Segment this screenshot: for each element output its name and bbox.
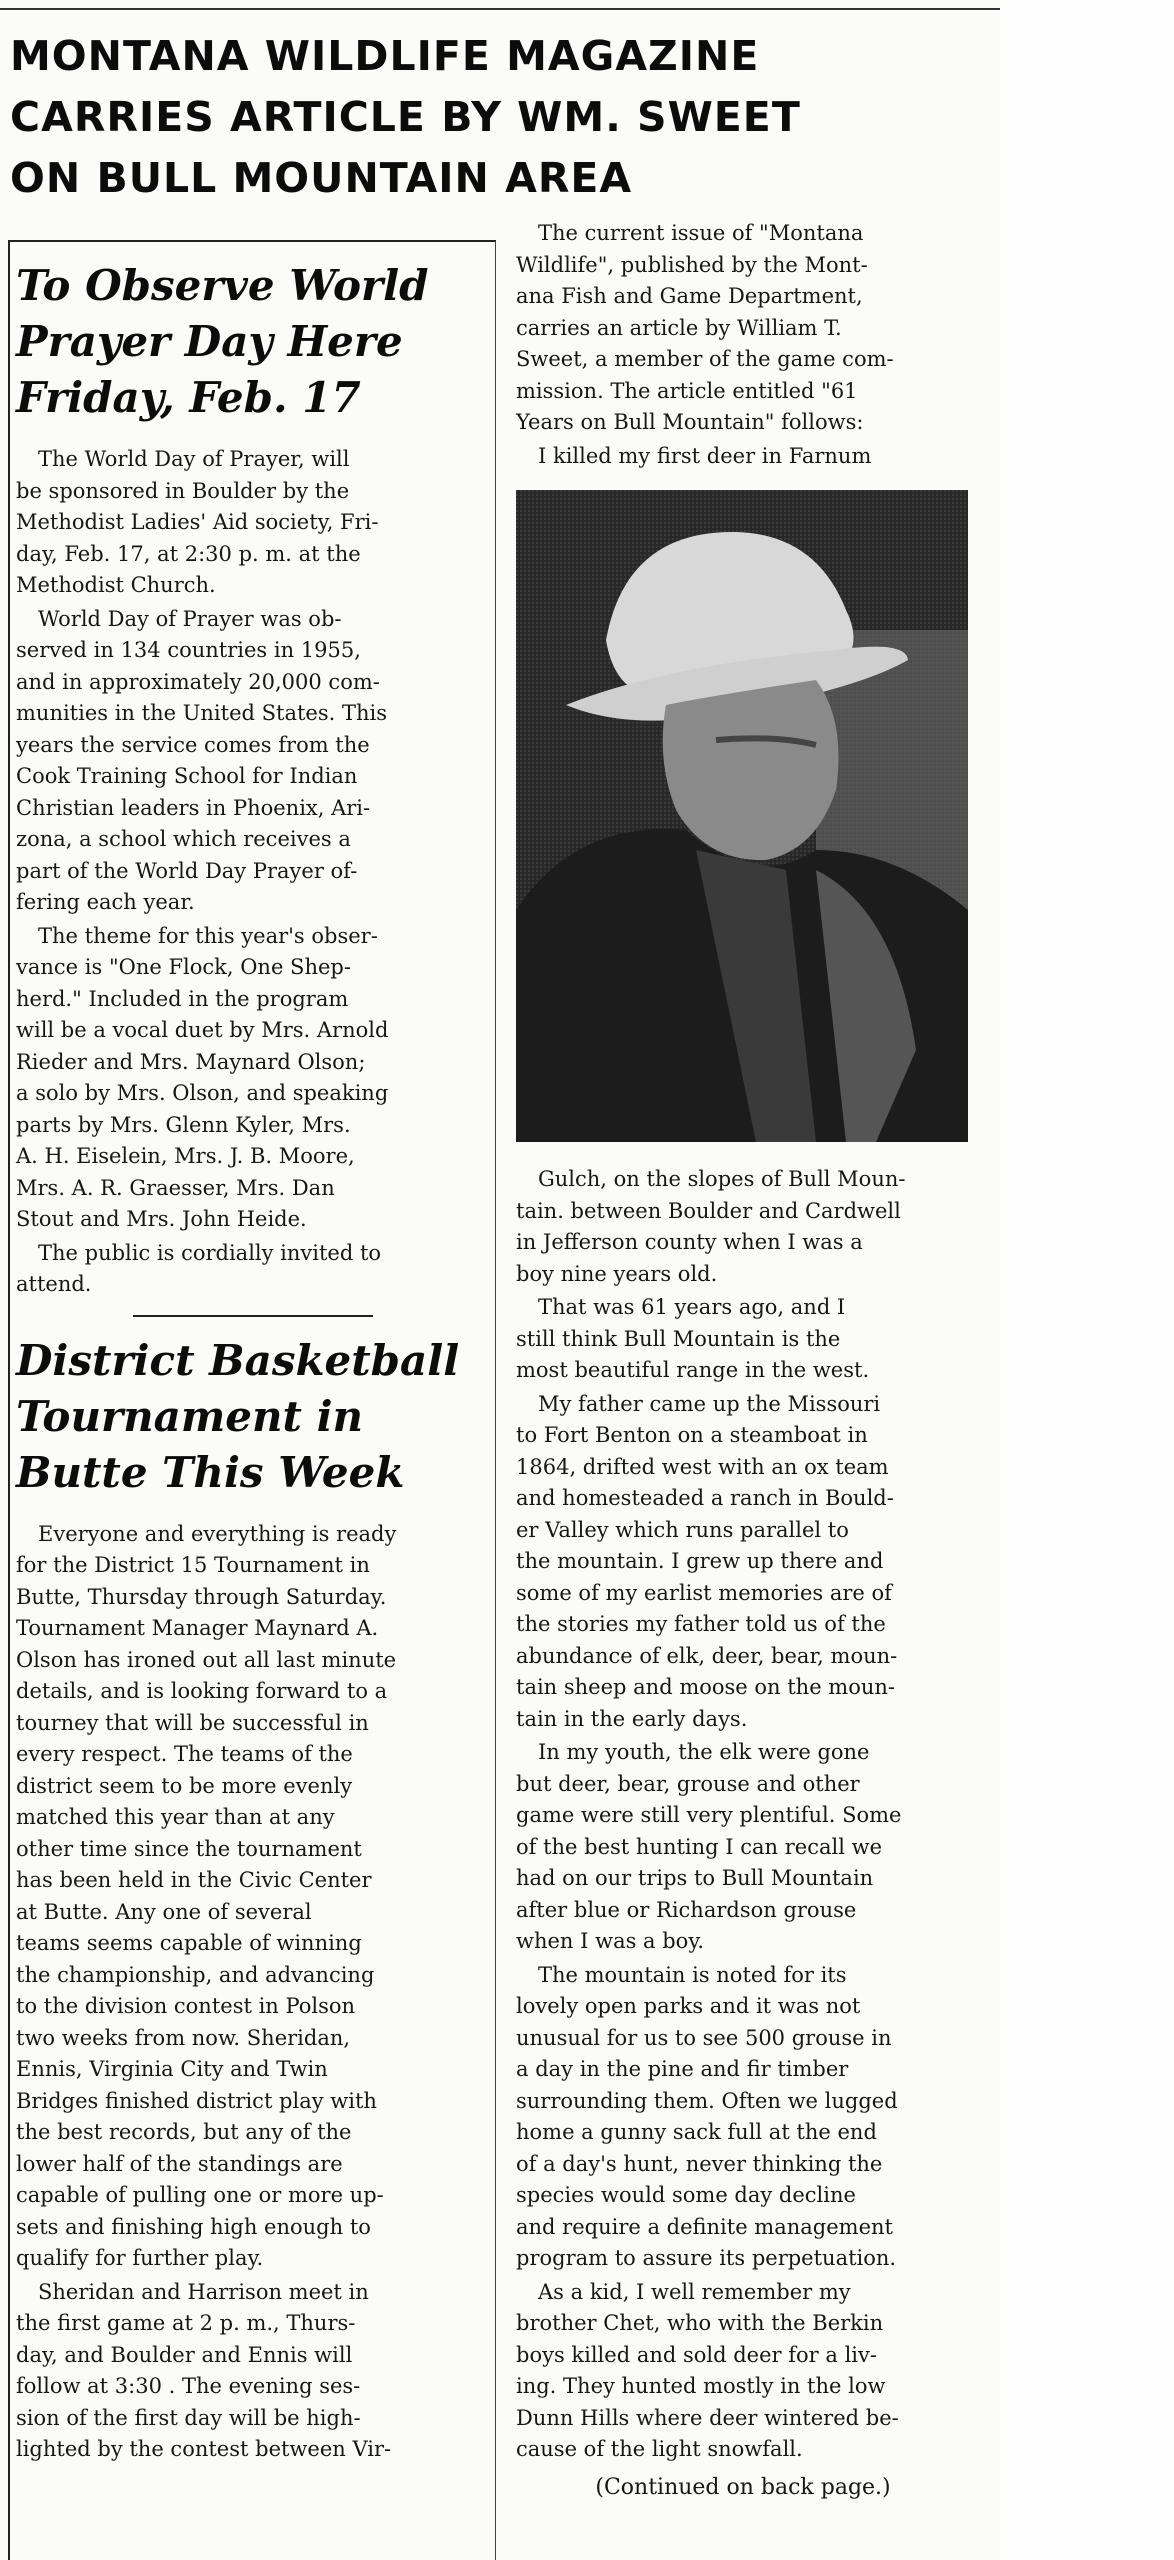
paragraph — [516, 218, 970, 439]
text-line: day, Feb. 17, at 2:30 p. m. at the — [16, 541, 361, 566]
text-line: when I was a boy. — [516, 1929, 705, 1953]
text-line: matched this year than at any — [16, 1805, 335, 1829]
title-line: To Observe World — [16, 261, 429, 310]
prayer-day-body — [16, 444, 489, 1301]
top-rule — [0, 8, 1174, 10]
text-line: tourney that will be successful in — [16, 1710, 369, 1735]
text-line: but deer, bear, grouse and other — [516, 1771, 860, 1796]
text-line: Methodist Church. — [16, 573, 216, 597]
text-line: the mountain. I grew up there and — [516, 1549, 884, 1573]
prayer-day-title — [16, 258, 489, 426]
text-line: had on our trips to Bull Mountain — [516, 1866, 874, 1890]
text-line: years the service comes from the — [16, 732, 370, 757]
text-line: two weeks from now. Sheridan, — [16, 2025, 351, 2050]
text-line: be sponsored in Boulder by the — [16, 478, 350, 503]
sweet-article-intro — [516, 218, 970, 472]
basketball-title — [16, 1333, 489, 1501]
text-line: A. H. Eiselein, Mrs. J. B. Moore, — [16, 1144, 355, 1168]
text-line: tain in the early days. — [516, 1706, 748, 1731]
text-line: Sheridan and Harrison meet in — [38, 2279, 369, 2304]
sweet-article-body — [516, 1164, 970, 2466]
text-line: Cook Training School for Indian — [16, 764, 358, 788]
title-line: Prayer Day Here — [16, 317, 403, 366]
text-line: Wildlife", published by the Mont- — [516, 252, 868, 277]
text-line: As a kid, I well remember my — [538, 2279, 851, 2304]
text-line: to the division contest in Polson — [16, 1994, 356, 2018]
text-line: ana Fish and Game Department, — [516, 284, 863, 308]
paragraph — [516, 2277, 970, 2466]
text-line: Butte, Thursday through Saturday. — [16, 1584, 387, 1609]
text-line: The public is cordially invited to — [38, 1240, 382, 1265]
text-line: the first game at 2 p. m., Thurs- — [16, 2311, 356, 2335]
text-line: fering each year. — [16, 890, 195, 914]
text-line: Ennis, Virginia City and Twin — [16, 2057, 328, 2081]
text-line: program to assure its perpetuation. — [516, 2246, 897, 2270]
text-line: That was 61 years ago, and I — [538, 1295, 846, 1319]
text-line: cause of the light snowfall. — [516, 2437, 803, 2461]
text-line: I killed my first deer in Farnum — [538, 443, 872, 468]
newspaper-page — [0, 18, 1174, 2560]
text-line: teams seems capable of winning — [16, 1931, 362, 1955]
paragraph — [16, 1238, 489, 1301]
text-line: Tournament Manager Maynard A. — [16, 1616, 379, 1640]
text-line: surrounding them. Often we lugged — [516, 2088, 898, 2113]
headline-line: ON BULL MOUNTAIN AREA — [10, 154, 633, 202]
text-line: the best records, but any of the — [16, 2120, 352, 2144]
basketball-body — [16, 1519, 489, 2466]
text-line: for the District 15 Tournament in — [16, 1553, 370, 1577]
title-line: Tournament in — [16, 1391, 364, 1441]
text-line: a day in the pine and fir timber — [516, 2057, 849, 2081]
paragraph — [16, 921, 489, 1236]
text-line: boys killed and sold deer for a liv- — [516, 2342, 877, 2367]
text-line: game were still very plentiful. Some — [516, 1803, 902, 1827]
paragraph — [16, 2277, 489, 2466]
text-line: The mountain is noted for its — [538, 1962, 847, 1987]
text-line: mission. The article entitled "61 — [516, 378, 858, 403]
text-line: parts by Mrs. Glenn Kyler, Mrs. — [16, 1112, 351, 1137]
text-line: Bridges finished district play with — [16, 2088, 377, 2113]
paragraph — [516, 1389, 970, 1736]
headline-line: CARRIES ARTICLE BY WM. SWEET — [10, 93, 801, 141]
text-line: carries an article by William T. — [516, 315, 842, 340]
text-line: herd." Included in the program — [16, 986, 349, 1011]
prayer-day-article — [16, 258, 489, 1301]
text-line: Rieder and Mrs. Maynard Olson; — [16, 1049, 366, 1074]
main-headline — [10, 26, 1010, 209]
text-line: tain. between Boulder and Cardwell — [516, 1198, 901, 1223]
text-line: unusual for us to see 500 grouse in — [516, 2025, 892, 2050]
text-line: other time since the tournament — [16, 1836, 362, 1861]
text-line: Christian leaders in Phoenix, Ari- — [16, 795, 371, 820]
text-line: lovely open parks and it was not — [516, 1994, 861, 2018]
paragraph — [16, 604, 489, 919]
text-line: Gulch, on the slopes of Bull Moun- — [538, 1167, 906, 1191]
article-separator — [133, 1315, 373, 1317]
text-line: munities in the United States. This — [16, 701, 387, 725]
text-line: Years on Bull Mountain" follows: — [516, 410, 864, 434]
paragraph — [16, 1519, 489, 2275]
text-line: of a day's hunt, never thinking the — [516, 2151, 883, 2176]
left-column — [8, 240, 496, 2560]
text-line: follow at 3:30 . The evening ses- — [16, 2374, 361, 2398]
text-line: after blue or Richardson grouse — [516, 1897, 857, 1922]
text-line: 1864, drifted west with an ox team — [516, 1454, 889, 1479]
text-line: has been held in the Civic Center — [16, 1868, 372, 1892]
text-line: My father came up the Missouri — [538, 1391, 881, 1416]
text-line: details, and is looking forward to a — [16, 1679, 388, 1703]
text-line: every respect. The teams of the — [16, 1742, 353, 1766]
text-line: Dunn Hills where deer wintered be- — [516, 2405, 899, 2430]
text-line: a solo by Mrs. Olson, and speaking — [16, 1081, 389, 1105]
continued-note: (Continued on back page.) — [595, 2474, 891, 2500]
text-line: some of my earlist memories are of — [516, 1580, 892, 1605]
paragraph — [516, 1292, 970, 1387]
text-line: to Fort Benton on a steamboat in — [516, 1423, 868, 1447]
headline-line: MONTANA WILDLIFE MAGAZINE — [10, 32, 760, 80]
text-line: brother Chet, who with the Berkin — [516, 2311, 884, 2335]
text-line: Olson has ironed out all last minute — [16, 1647, 397, 1672]
text-line: and require a definite management — [516, 2214, 893, 2239]
text-line: sion of the first day will be high- — [16, 2405, 361, 2430]
text-line: species would some day decline — [516, 2183, 856, 2207]
text-line: World Day of Prayer was ob- — [38, 606, 342, 631]
paragraph — [516, 1960, 970, 2275]
text-line: In my youth, the elk were gone — [538, 1740, 870, 1764]
text-line: the stories my father told us of the — [516, 1612, 886, 1636]
text-line: The current issue of "Montana — [538, 221, 864, 245]
paragraph — [516, 1164, 970, 1290]
text-line: at Butte. Any one of several — [16, 1899, 312, 1924]
text-line: home a gunny sack full at the end — [516, 2120, 877, 2144]
text-line: sets and finishing high enough to — [16, 2214, 371, 2239]
text-line: Sweet, a member of the game com- — [516, 347, 894, 371]
paragraph — [16, 444, 489, 602]
text-line: capable of pulling one or more up- — [16, 2183, 384, 2207]
text-line: er Valley which runs parallel to — [516, 1517, 849, 1542]
text-line: tain sheep and moose on the moun- — [516, 1675, 896, 1699]
portrait-photo-wm-sweet — [516, 490, 968, 1142]
text-line: will be a vocal duet by Mrs. Arnold — [16, 1018, 389, 1042]
title-line: Friday, Feb. 17 — [16, 373, 361, 422]
text-line: most beautiful range in the west. — [516, 1358, 870, 1382]
title-line: District Basketball — [16, 1335, 460, 1385]
text-line: attend. — [16, 1272, 92, 1296]
text-line: Mrs. A. R. Graesser, Mrs. Dan — [16, 1175, 335, 1200]
text-line: and in approximately 20,000 com- — [16, 669, 380, 694]
text-line: Stout and Mrs. John Heide. — [16, 1207, 307, 1231]
text-line: lower half of the standings are — [16, 2151, 343, 2176]
paragraph — [516, 441, 970, 473]
title-line: Butte This Week — [16, 1447, 405, 1497]
text-line: part of the World Day Prayer of- — [16, 858, 358, 883]
text-line: the championship, and advancing — [16, 1962, 375, 1987]
text-line: The World Day of Prayer, will — [38, 447, 350, 471]
text-line: The theme for this year's obser- — [38, 923, 378, 948]
text-line: zona, a school which receives a — [16, 827, 351, 851]
text-line: in Jefferson county when I was a — [516, 1230, 863, 1254]
text-line: lighted by the contest between Vir- — [16, 2437, 392, 2461]
text-line: of the best hunting I can recall we — [516, 1834, 883, 1859]
text-line: Methodist Ladies' Aid society, Fri- — [16, 510, 379, 534]
text-line: boy nine years old. — [516, 1261, 718, 1286]
text-line: qualify for further play. — [16, 2246, 264, 2270]
text-line: district seem to be more evenly — [16, 1773, 353, 1798]
text-line: vance is "One Flock, One Shep- — [16, 955, 351, 979]
text-line: Everyone and everything is ready — [38, 1521, 397, 1546]
text-line: abundance of elk, deer, bear, moun- — [516, 1643, 898, 1668]
text-line: day, and Boulder and Ennis will — [16, 2342, 353, 2367]
text-line: served in 134 countries in 1955, — [16, 638, 361, 662]
text-line: ing. They hunted mostly in the low — [516, 2374, 886, 2398]
basketball-article — [16, 1333, 489, 2466]
text-line: and homesteaded a ranch in Bould- — [516, 1486, 894, 1510]
right-column — [510, 218, 976, 2560]
text-line: still think Bull Mountain is the — [516, 1326, 841, 1351]
paragraph — [516, 1737, 970, 1958]
